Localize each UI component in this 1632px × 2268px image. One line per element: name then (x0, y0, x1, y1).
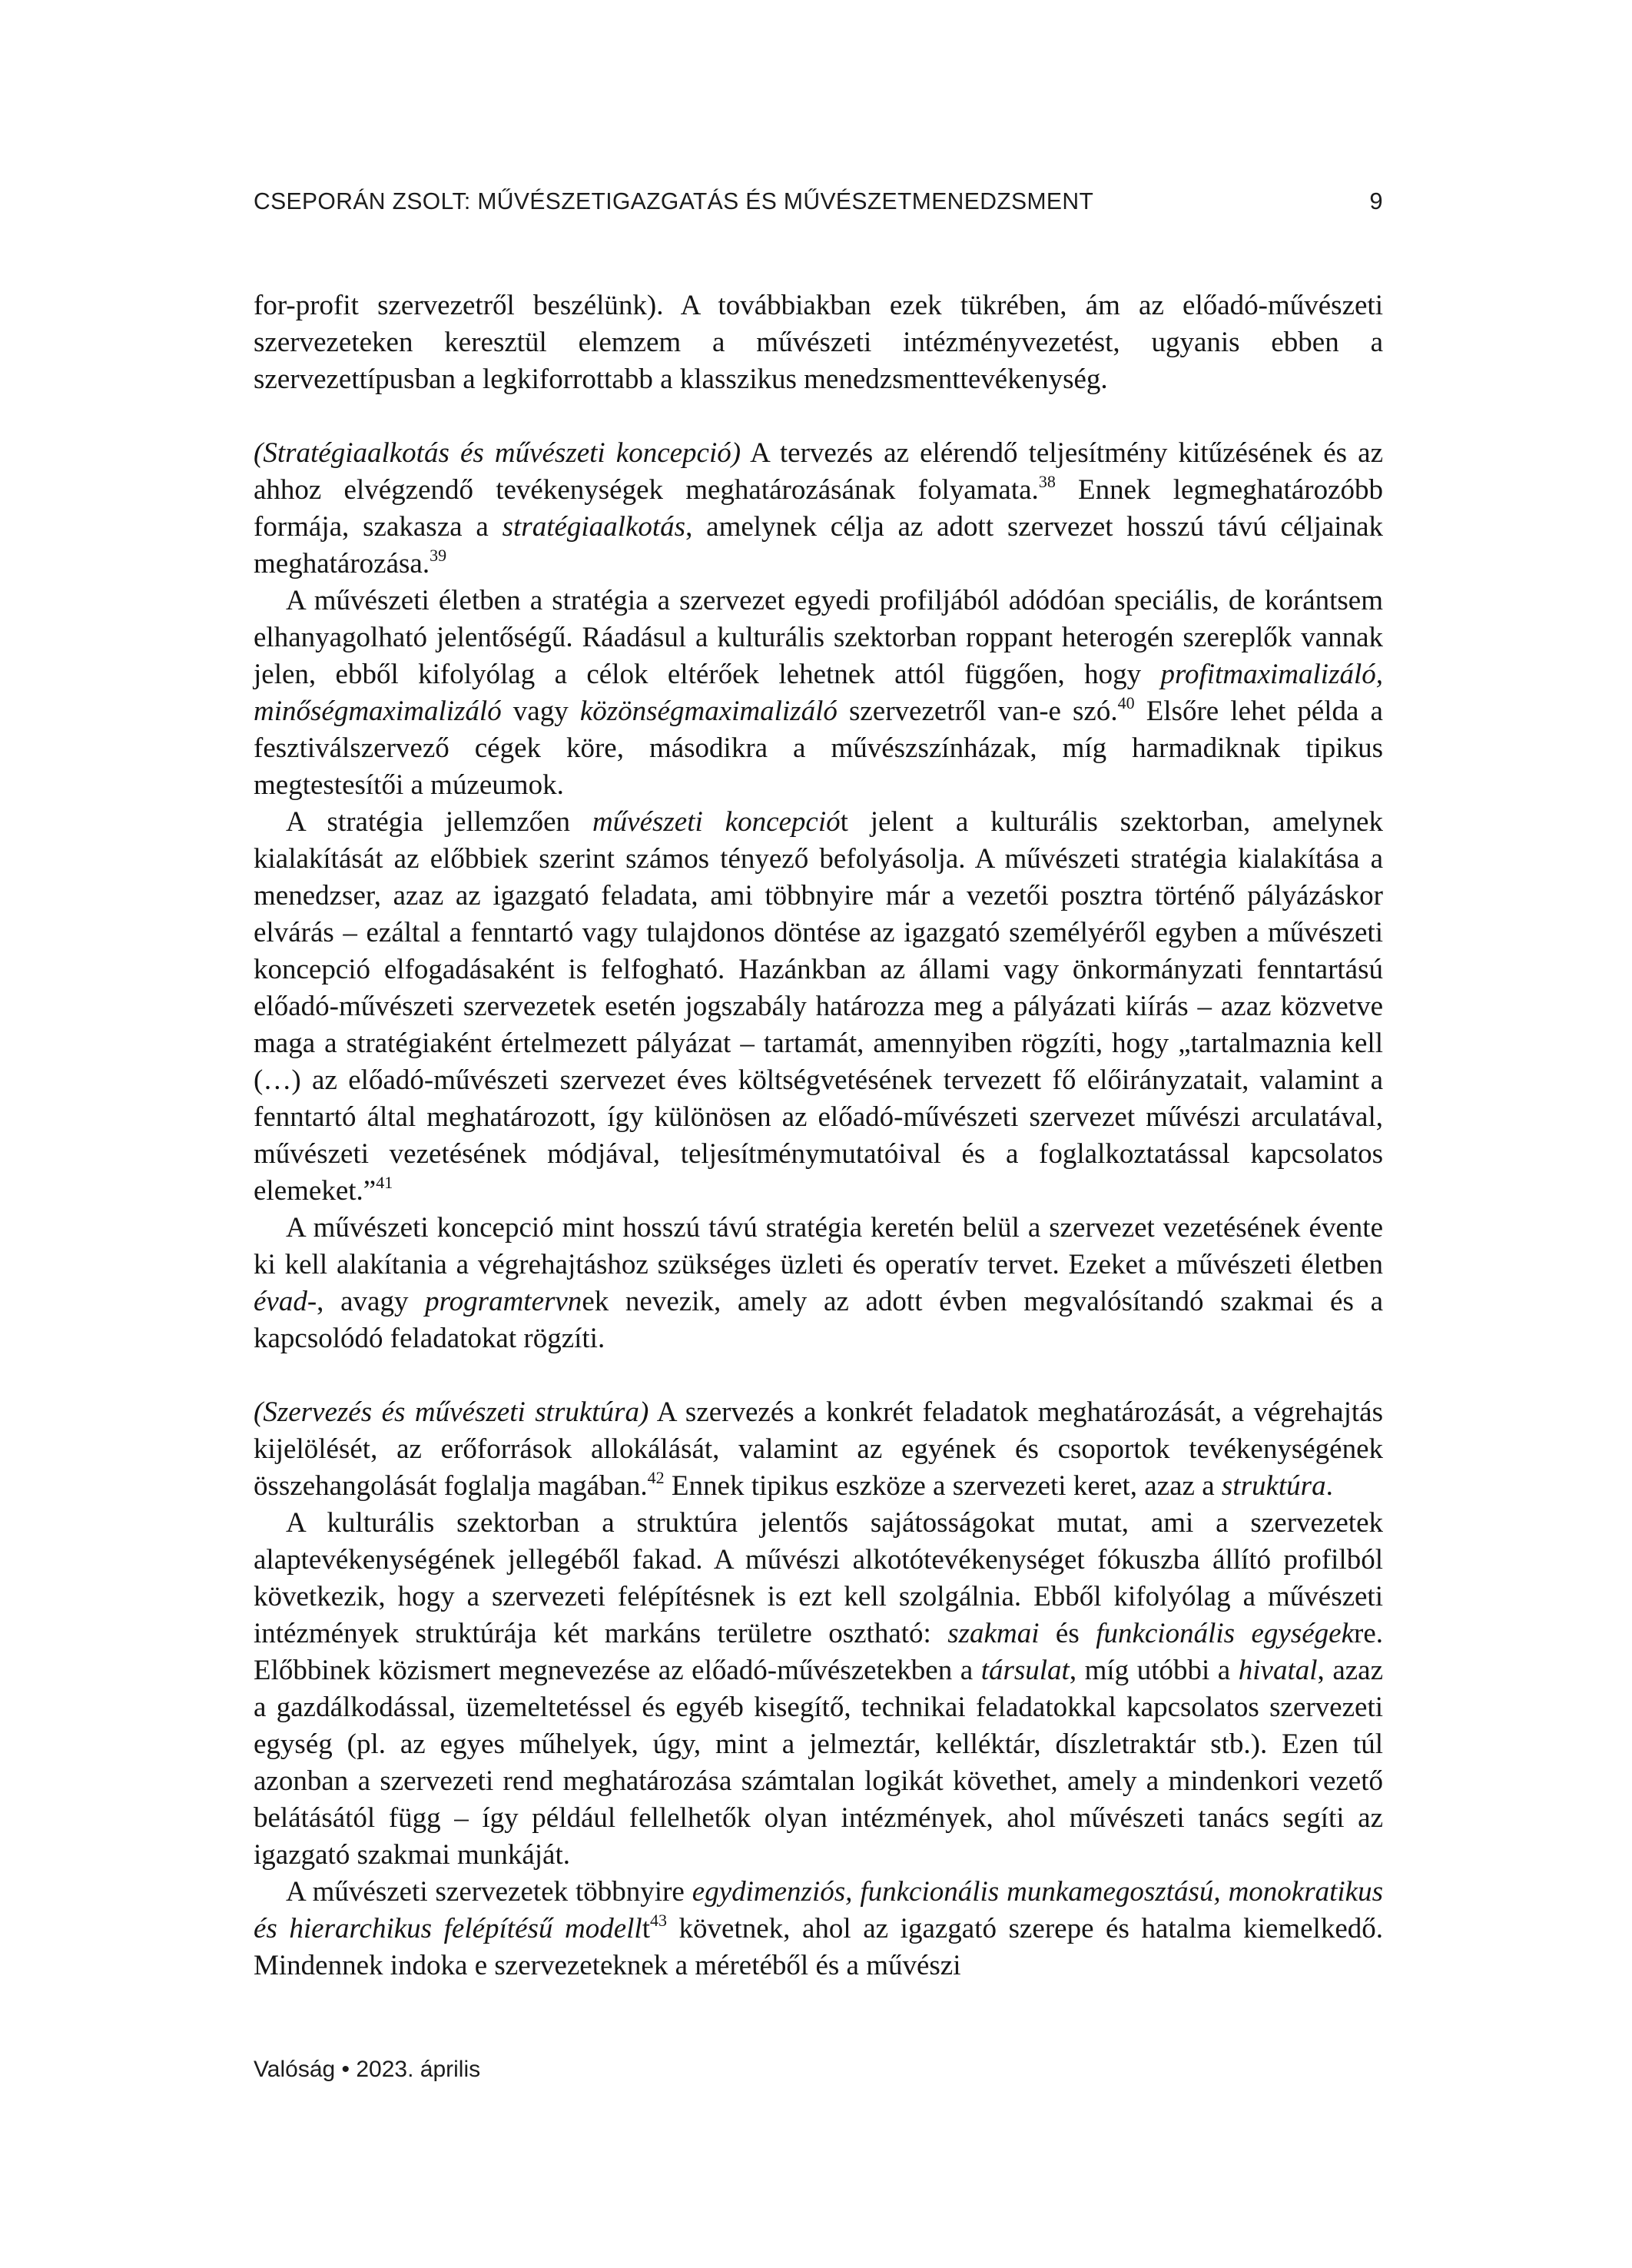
article-body (254, 287, 1383, 1984)
footnote-ref: 42 (647, 1468, 665, 1487)
footnote-ref: 40 (1117, 693, 1135, 712)
paragraph: (Szervezés és művészeti struktúra) A szervezés a konkrét feladatok meghatározását, a végrehajtás kijelölését, az erőforrások allokálását, valamint az egyének és csoportok tevékenységének összehangolását foglalja magában.$^{42}$ Ennek tipikus eszköze a szervezeti keret, azaz a struktúra. (254, 1396, 1383, 1502)
paragraph: (Stratégiaalkotás és művészeti koncepció) A tervezés az elérendő teljesítmény kitűzésének és az ahhoz elvégzendő tevékenységek meghatározásának folyamata.$^{38}$ Ennek legmeghatározóbb formája, szakasza a stratégiaalkotás, amelynek célja az adott szervezet hosszú távú céljainak meghatározása.$^{39}$ (254, 437, 1383, 579)
journal-name-date: Valóság • 2023. április (254, 2057, 481, 2082)
paragraph: A művészeti szervezetek többnyire egydimenziós, funkcionális munkamegosztású, monokratikus és hierarchikus felépítésű modellt$^{43}$ követnek, ahol az igazgató szerepe és hatalma kiemelkedő. Mindennek indoka e szervezeteknek a méretéből és a művészi (254, 1876, 1383, 1981)
paragraph: A művészeti életben a stratégia a szervezet egyedi profiljából adódóan speciális, de korántsem elhanyagolható jelentőségű. Ráadásul a kulturális szektorban roppant heterogén szereplők vannak jelen, ebből kifolyólag a célok eltérőek lehetnek attól függően, hogy profitmaximalizáló, minőségmaximalizáló vagy közönségmaximalizáló szervezetről van-e szó.$^{40}$ Elsőre lehet példa a fesztiválszervező cégek köre, másodikra a művészszínházak, míg harmadiknak tipikus megtestesítői a múzeumok. (254, 585, 1383, 801)
paragraph: A kulturális szektorban a struktúra jelentős sajátosságokat mutat, ami a szervezetek alaptevékenységének jellegéből fakad. A művészi alkotótevékenységet fókuszba állító profilból következik, hogy a szervezeti felépítésnek is ezt kell szolgálnia. Ebből kifolyólag a művészeti intézmények struktúrája két markáns területre osztható: szakmai és funkcionális egységekre. Előbbinek közismert megnevezése az előadó-művészetekben a társulat, míg utóbbi a hivatal, azaz a gazdálkodással, üzemeltetéssel és egyéb kisegítő, technikai feladatokkal kapcsolatos szervezeti egység (pl. az egyes műhelyek, úgy, mint a jelmeztár, kelléktár, díszletraktár stb.). Ezen túl azonban a szervezeti rend meghatározása számtalan logikát követhet, amely a mindenkori vezető belátásától függ – így például fellelhetők olyan intézmények, ahol művészeti tanács segíti az igazgató szakmai munkáját. (254, 1507, 1384, 1871)
paragraph: A művészeti koncepció mint hosszú távú stratégia keretén belül a szervezet vezetésének évente ki kell alakítania a végrehajtáshoz szükséges üzleti és operatív tervet. Ezeket a művészeti életben évad-, avagy programtervnek nevezik, amely az adott évben megvalósítandó szakmai és a kapcsolódó feladatokat rögzíti. (254, 1212, 1383, 1354)
footnote-ref: 39 (430, 546, 447, 565)
page-header (254, 188, 1383, 215)
running-title: CSEPORÁN ZSOLT: MŰVÉSZETIGAZGATÁS ÉS MŰVÉSZETMENEDZSMENT (254, 188, 1094, 214)
footnote-ref: 43 (649, 1911, 667, 1930)
footnote-ref: 38 (1038, 472, 1056, 491)
paragraph: A stratégia jellemzően művészeti koncepciót jelent a kulturális szektorban, amelynek kialakítását az előbbiek szerint számos tényező befolyásolja. A művészeti stratégia kialakítása a menedzser, azaz az igazgató feladata, ami többnyire már a vezetői posztra történő pályázáskor elvárás – ezáltal a fenntartó vagy tulajdonos döntése az igazgató személyéről egyben a művészeti koncepció elfogadásaként is felfogható. Hazánkban az állami vagy önkormányzati fenntartású előadó-művészeti szervezetek esetén jogszabály határozza meg a pályázati kiírás – azaz közvetve maga a stratégiaként értelmezett pályázat – tartamát, amennyiben rögzíti, hogy „tartalmaznia kell (…) az előadó-művészeti szervezet éves költségvetésének tervezett fő előirányzatait, valamint a fenntartó által meghatározott, így különösen az előadó-művészeti szervezet művészi arculatával, művészeti vezetésének módjával, teljesítménymutatóival és a foglalkoztatással kapcsolatos elemeket.”$^{41}$ (254, 806, 1383, 1207)
page-number: 9 (1369, 188, 1383, 214)
paragraph: for-profit szervezetről beszélünk). A továbbiakban ezek tükrében, ám az előadó-művészeti szervezeteken keresztül elemzem a művészeti intézményvezetést, ugyanis ebben a szervezettípusban a legkiforrottabb a klasszikus menedzsmenttevékenység. (254, 290, 1383, 395)
footnote-ref: 41 (376, 1173, 393, 1192)
page-footer (254, 2057, 480, 2083)
